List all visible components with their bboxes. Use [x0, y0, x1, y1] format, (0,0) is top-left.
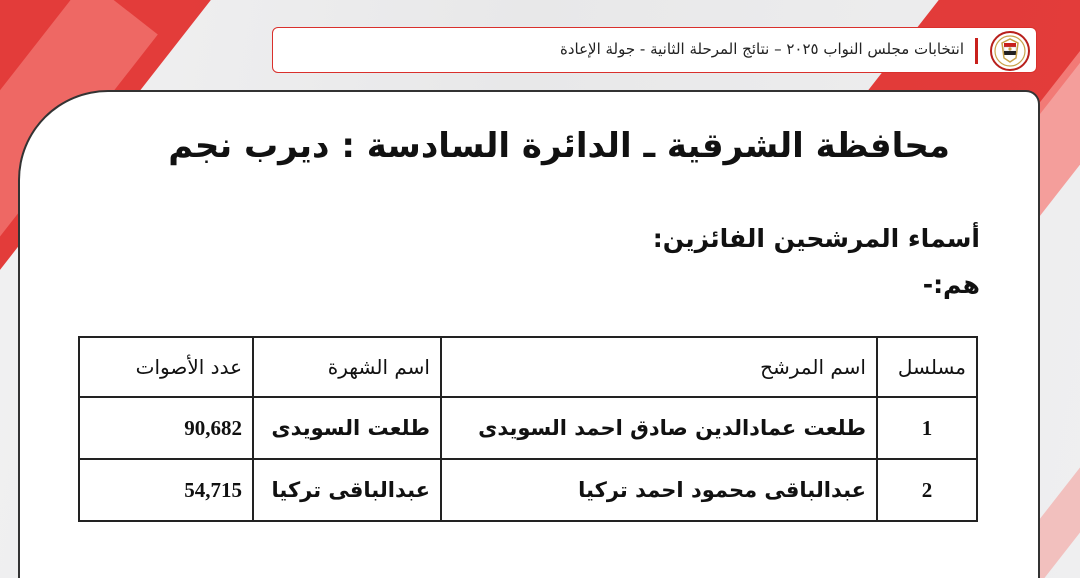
cell-serial: 1	[877, 397, 977, 459]
header-bar	[272, 27, 1037, 73]
emblem-logo-icon	[990, 31, 1030, 71]
cell-votes: 54,715	[79, 459, 253, 521]
results-table	[78, 336, 978, 522]
column-header-known-as: اسم الشهرة	[253, 337, 441, 397]
cell-votes: 90,682	[79, 397, 253, 459]
table-row	[79, 397, 977, 459]
column-header-serial: مسلسل	[877, 337, 977, 397]
page-title: محافظة الشرقية ـ الدائرة السادسة : ديرب نجم	[168, 126, 950, 166]
column-header-candidate-name: اسم المرشح	[441, 337, 877, 397]
header-title: انتخابات مجلس النواب ٢٠٢٥ – نتائج المرحلة الثانية - جولة الإعادة	[559, 40, 964, 58]
column-header-votes: عدد الأصوات	[79, 337, 253, 397]
table-header-row	[79, 337, 977, 397]
winners-label: أسماء المرشحين الفائزين:	[652, 224, 980, 253]
cell-known-as: طلعت السويدى	[253, 397, 441, 459]
cell-candidate-name: عبدالباقى محمود احمد تركيا	[441, 459, 877, 521]
header-divider	[975, 38, 978, 64]
them-label: هم:-	[922, 270, 980, 299]
table-row	[79, 459, 977, 521]
cell-known-as: عبدالباقى تركيا	[253, 459, 441, 521]
cell-serial: 2	[877, 459, 977, 521]
cell-candidate-name: طلعت عمادالدين صادق احمد السويدى	[441, 397, 877, 459]
